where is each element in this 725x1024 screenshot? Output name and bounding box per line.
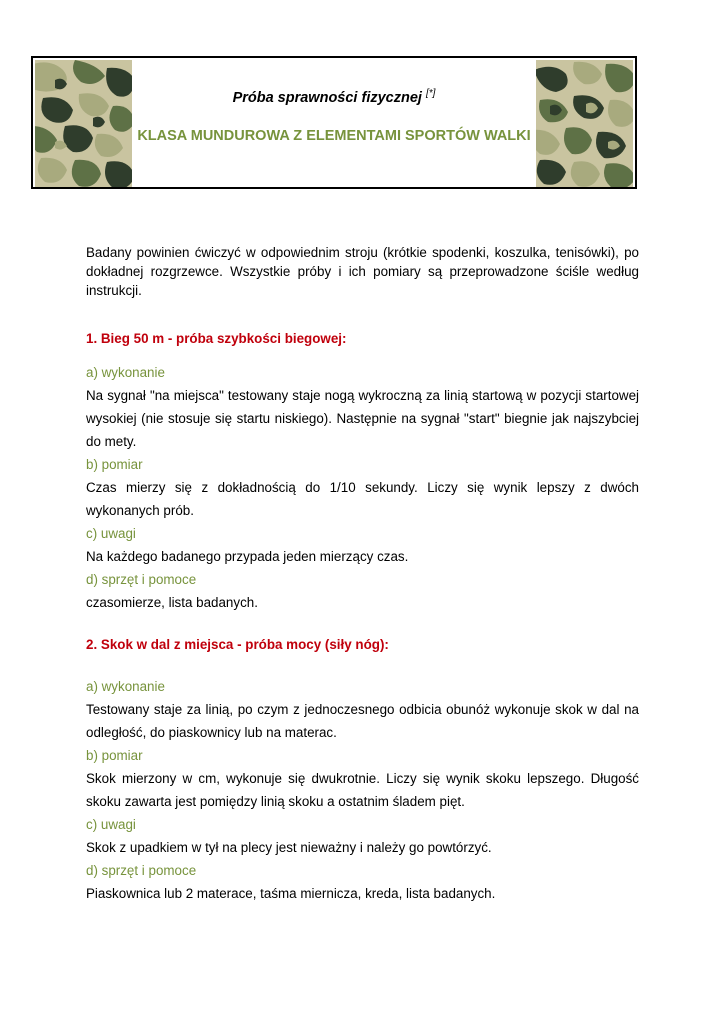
paragraph-pomiar: Skok mierzony w cm, wykonuje się dwukrotnie. Liczy się wynik skoku lepszego. Długość skoku zawarta jest pomiędzy linią skoku a ostatnim śladem pięt.	[86, 771, 639, 809]
subheading-sprzet: d) sprzęt i pomoce	[86, 572, 197, 587]
subheading-sprzet: d) sprzęt i pomoce	[86, 863, 197, 878]
subheading-pomiar: b) pomiar	[86, 748, 143, 763]
page-title: Próba sprawności fizycznej [*]	[232, 88, 436, 106]
header-box	[31, 56, 637, 189]
page-subtitle: KLASA MUNDUROWA Z ELEMENTAMI SPORTÓW WALKI	[137, 128, 531, 144]
paragraph-uwagi: Skok z upadkiem w tył na plecy jest nieważny i należy go powtórzyć.	[86, 840, 492, 855]
section-title: 1. Bieg 50 m - próba szybkości biegowej:	[86, 331, 347, 346]
paragraph-pomiar: Czas mierzy się z dokładnością do 1/10 sekundy. Liczy się wynik lepszy z dwóch wykonanych prób.	[86, 480, 639, 518]
subheading-pomiar: b) pomiar	[86, 457, 143, 472]
paragraph-sprzet: czasomierze, lista badanych.	[86, 595, 258, 610]
camouflage-pattern-right	[536, 60, 633, 187]
paragraph-wykonanie: Testowany staje za linią, po czym z jednoczesnego odbicia obunóż wykonuje skok w dal na odległość, do piaskownicy lub na materac.	[86, 702, 639, 740]
subheading-uwagi: c) uwagi	[86, 817, 136, 832]
header-text	[133, 58, 535, 187]
section-title: 2. Skok w dal z miejsca - próba mocy (siły nóg):	[86, 637, 389, 652]
subheading-wykonanie: a) wykonanie	[86, 365, 165, 380]
document-body	[86, 243, 639, 905]
paragraph-uwagi: Na każdego badanego przypada jeden mierzący czas.	[86, 549, 409, 564]
intro-paragraph: Badany powinien ćwiczyć w odpowiednim stroju (krótkie spodenki, koszulka, tenisówki), po dokładnej rozgrzewce. Wszystkie próby i ich pomiary są przeprowadzone ściśle według instrukcji.	[86, 245, 639, 298]
subheading-uwagi: c) uwagi	[86, 526, 136, 541]
camouflage-pattern-left	[35, 60, 132, 187]
paragraph-wykonanie: Na sygnał "na miejsca" testowany staje nogą wykroczną za linią startową w pozycji startowej wysokiej (nie stosuje się startu niskiego). Następnie na sygnał "start" biegnie jak najszybciej do mety.	[86, 388, 639, 449]
footnote-mark: [*]	[425, 88, 436, 99]
section-long-jump	[86, 637, 639, 905]
subheading-wykonanie: a) wykonanie	[86, 679, 165, 694]
section-run-50m	[86, 331, 639, 614]
paragraph-sprzet: Piaskownica lub 2 materace, taśma miernicza, kreda, lista badanych.	[86, 886, 496, 901]
